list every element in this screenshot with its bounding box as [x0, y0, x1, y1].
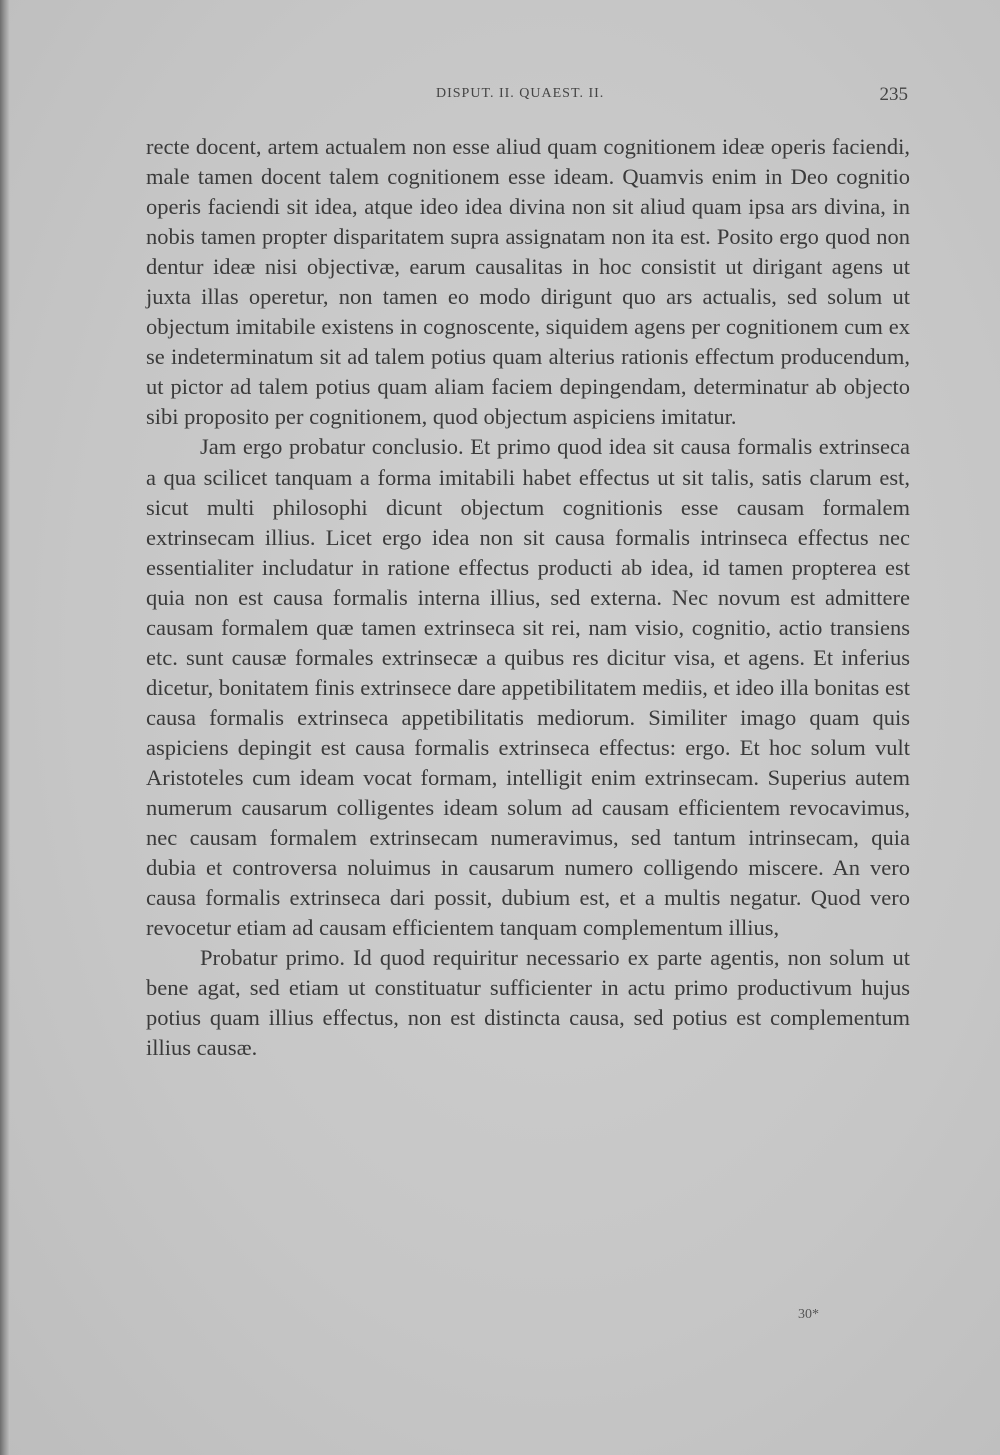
- paragraph-probatur: Probatur primo. Id quod requiritur necessario ex parte agentis, non solum ut bene agat, sed etiam ut constituatur sufficienter in actu primo productivum hujus potius quam illius effectus, non est distincta causa, sed potius est complementum illius causæ.: [146, 945, 910, 1061]
- running-head: [146, 84, 910, 110]
- body-text: [146, 132, 910, 1063]
- page-number: 235: [879, 84, 908, 105]
- running-title: DISPUT. II. QUAEST. II.: [436, 86, 605, 101]
- page-binding-shadow: [0, 0, 10, 1455]
- signature-mark: 30*: [798, 1307, 819, 1322]
- paragraph-continuation: recte docent, artem actualem non esse aliud quam cognitionem ideæ operis faciendi, male tamen docent talem cognitionem esse ideam. Quamvis enim in Deo cognitio operis faciendi sit idea, atque ideo idea divina non sit aliud quam ipsa ars divina, in nobis tamen propter disparitatem supra assignatam non ita est. Posito ergo quod non dentur ideæ nisi objectivæ, earum causalitas in hoc consistit ut dirigant agens ut juxta illas operetur, non tamen eo modo dirigunt quo ars actualis, sed solum ut objectum imitabile existens in cognoscente, siquidem agens per cognitionem cum ex se indeterminatum sit ad talem potius quam alterius rationis effectum producendum, ut pictor ad talem potius quam aliam faciem depingendam, determinatur ab objecto sibi proposito per cognitionem, quod objectum aspiciens imitatur.: [146, 134, 910, 430]
- paragraph-conclusio: Jam ergo probatur conclusio. Et primo quod idea sit causa formalis extrinseca a qua scilicet tanquam a forma imitabili habet effectus ut sit talis, satis clarum est, sicut multi philosophi dicunt objectum cognitionis esse causam formalem extrinsecam illius. Licet ergo idea non sit causa formalis intrinseca effectus nec essentialiter includatur in ratione effectus producti ab idea, id tamen propterea est quia non est causa formalis interna illius, sed externa. Nec novum est admittere causam formalem quæ tamen extrinseca sit rei, nam visio, cognitio, actio transiens etc. sunt causæ formales extrinsecæ a quibus res dicitur visa, et agens. Et inferius dicetur, bonitatem finis extrinsece dare appetibilitatem mediis, et ideo illa bonitas est causa formalis extrinseca appetibilitatis mediorum. Similiter imago quam quis aspiciens depingit est causa formalis extrinseca effectus: ergo. Et hoc solum vult Aristoteles cum ideam vocat formam, intelligit enim extrinsecam. Superius autem numerum causarum colligentes ideam solum ad causam efficientem revocavimus, nec causam formalem extrinsecam numeravimus, sed tantum intrinsecam, quia dubia et controversa noluimus in causarum numero colligendo miscere. An vero causa formalis extrinseca dari possit, dubium est, et a multis negatur. Quod vero revocetur etiam ad causam efficientem tanquam complementum illius,: [146, 434, 910, 941]
